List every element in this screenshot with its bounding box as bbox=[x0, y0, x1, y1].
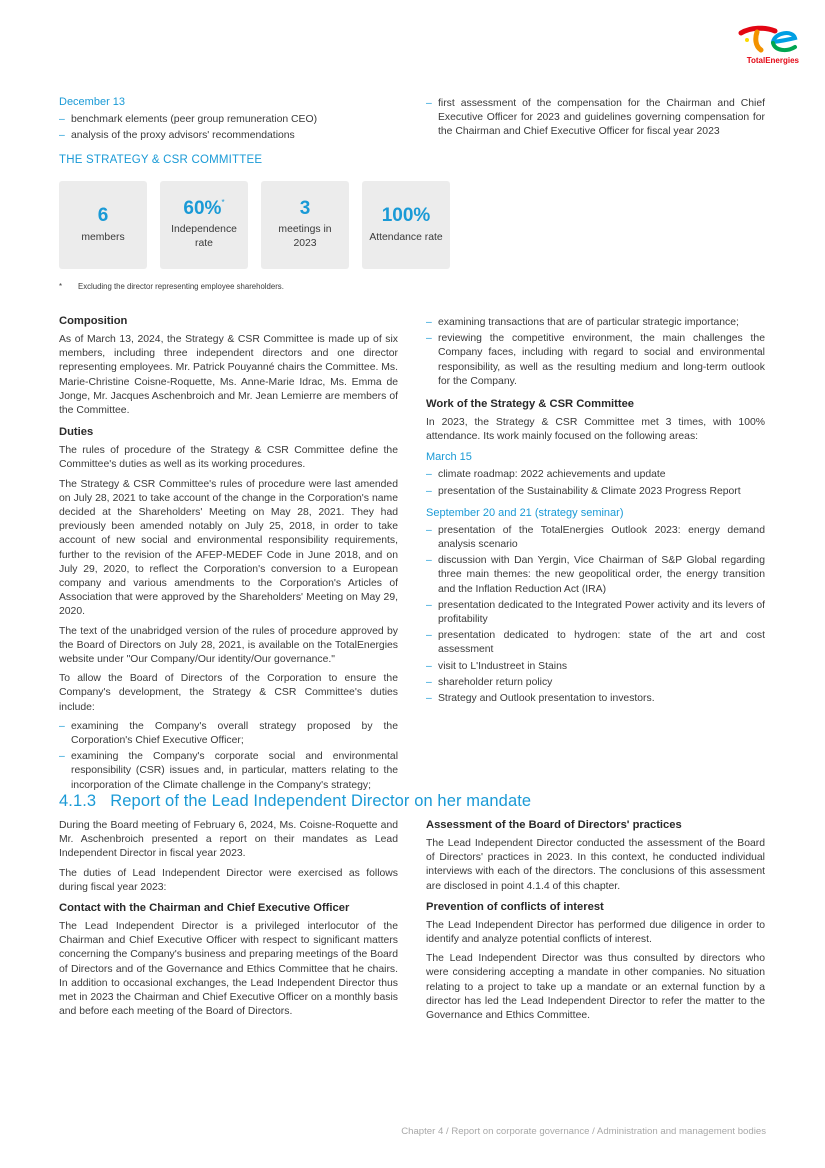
section-4-1-3-right bbox=[426, 818, 765, 1028]
left-column bbox=[59, 314, 398, 795]
section-paragraph: The duties of Lead Independent Director were exercised as follows during fiscal year 2023: bbox=[59, 867, 398, 893]
duties-paragraph: To allow the Board of Directors of the Corporation to ensure the Company's development, the Strategy & CSR Committee's duties include: bbox=[59, 673, 398, 713]
list-item: – presentation dedicated to hydrogen: state of the art and cost assessment bbox=[426, 629, 765, 657]
december-13-right-block bbox=[426, 97, 765, 142]
composition-text: As of March 13, 2024, the Strategy & CSR Committee is made up of six members, including three independent directors and one director representing employees. Mr. Patrick Pouyanné chairs the Committee. Ms. Marie-Christine Coisne-Roquette, Ms. Anne-Marie Idrac, Ms. Emma de Jonge, Mr. Jacques Aschenbroich and Mr. Jean Lemierre are members of the Committee. bbox=[59, 334, 398, 417]
work-intro: In 2023, the Strategy & CSR Committee met 3 times, with 100% attendance. Its work mainly focused on the following areas: bbox=[426, 417, 765, 443]
list-item: – benchmark elements (peer group remuneration CEO) bbox=[59, 113, 398, 127]
list-item: – discussion with Dan Yergin, Vice Chairman of S&P Global regarding three main themes: the new geopolitical order, the energy transition and the Inflation Reduction Act (IRA) bbox=[426, 554, 765, 597]
stat-value: 3 bbox=[299, 198, 311, 219]
duties-paragraph: The Strategy & CSR Committee's rules of procedure were last amended on July 28, 2021 to take account of the change in the Corporation's name decided at the Shareholders' Meeting on May 28, 2021. They had previously been amended notably on July 25, 2018, in order to take account of new social and environmental responsibility requirements, further to the revision of the AFEP-MEDEF Code in June 2018, and on July 29, 2020, to reflect the Corporation's conversion to a European company and various amendments to the Corporation's Articles of Association that were approved by the Shareholders' Meeting on May 29, 2020. bbox=[59, 478, 398, 618]
list-item: – reviewing the competitive environment, the main challenges the Company faces, including with regard to social and environmental responsibility, as well as the resulting medium and long-term outlook for the Company. bbox=[426, 332, 765, 389]
stat-value: 60%* bbox=[183, 198, 225, 219]
march-15-list bbox=[426, 468, 765, 498]
duties-list-continued bbox=[426, 316, 765, 389]
section-paragraph: During the Board meeting of February 6, 2024, Ms. Coisne-Roquette and Mr. Aschenbroich presented a report on their mandates as Lead Independent Director in fiscal year 2023. bbox=[59, 820, 398, 860]
stats-footnote: * Excluding the director representing employee shareholders. bbox=[59, 282, 284, 291]
duties-paragraph: The rules of procedure of the Strategy & CSR Committee define the Committee's duties as well as its working procedures. bbox=[59, 445, 398, 471]
logo-brand-text: TotalEnergies bbox=[746, 56, 799, 65]
duties-list bbox=[59, 720, 398, 793]
stat-value: 100% bbox=[381, 205, 431, 226]
march-15-date: March 15 bbox=[426, 451, 472, 464]
stat-label: members bbox=[81, 232, 125, 243]
contact-heading: Contact with the Chairman and Chief Executive Officer bbox=[59, 902, 350, 915]
stat-attendance bbox=[362, 181, 450, 269]
december-13-list bbox=[59, 113, 398, 143]
conflicts-text: The Lead Independent Director has performed due diligence in order to identify and analyze potential conflicts of interest. bbox=[426, 919, 765, 946]
december-13-block bbox=[59, 95, 398, 145]
assessment-heading: Assessment of the Board of Directors' practices bbox=[426, 819, 682, 831]
list-item: – shareholder return policy bbox=[426, 676, 765, 690]
assessment-text: The Lead Independent Director conducted the assessment of the Board of Directors' practices in 2023. In this context, he conducted individual interviews with each of the directors. The conclusions of this assessment are disclosed in point 4.1.4 of this chapter. bbox=[426, 838, 765, 892]
company-logo bbox=[737, 24, 799, 68]
stat-meetings bbox=[261, 181, 349, 269]
stat-members bbox=[59, 181, 147, 269]
december-13-date: December 13 bbox=[59, 96, 126, 108]
stat-label: Independence rate bbox=[171, 224, 237, 249]
section-4-1-3-left bbox=[59, 819, 398, 1024]
list-item: – examining the Company's corporate social and environmental responsibility (CSR) issues and, in particular, matters relating to the incorporation of the Climate challenge in the Company's strategy; bbox=[59, 750, 398, 793]
duties-heading: Duties bbox=[59, 426, 94, 439]
conflicts-heading: Prevention of conflicts of interest bbox=[426, 900, 604, 913]
conflicts-text: The Lead Independent Director was thus consulted by directors who were considering accepting a mandate in other companies. No situation relating to a project to take up a mandate or an external function by a director has led the Lead Independent Director to refer the matter to the Governance and Ethics Committee. bbox=[426, 953, 765, 1022]
list-item: – examining transactions that are of particular strategic importance; bbox=[426, 316, 765, 330]
september-date: September 20 and 21 (strategy seminar) bbox=[426, 506, 624, 519]
list-item: – presentation of the TotalEnergies Outlook 2023: energy demand analysis scenario bbox=[426, 524, 765, 552]
work-heading: Work of the Strategy & CSR Committee bbox=[426, 398, 635, 411]
committee-heading: THE STRATEGY & CSR COMMITTEE bbox=[59, 154, 263, 166]
composition-heading: Composition bbox=[59, 315, 128, 327]
list-item: – first assessment of the compensation for the Chairman and Chief Executive Officer for 2023 and guidelines governing compensation for the Chairman and Chief Executive Officer for fiscal year 2023 bbox=[426, 97, 765, 140]
list-item: – presentation of the Sustainability & Climate 2023 Progress Report bbox=[426, 485, 765, 499]
list-item: – analysis of the proxy advisors' recommendations bbox=[59, 129, 398, 143]
list-item: – visit to L'Industreet in Stains bbox=[426, 660, 765, 674]
stat-independence bbox=[160, 181, 248, 269]
section-4-1-3-title: 4.1.3 Report of the Lead Independent Director on her mandate bbox=[59, 792, 532, 810]
right-column bbox=[426, 316, 765, 708]
stat-footnote-mark: * bbox=[221, 198, 225, 207]
logo-mark-icon bbox=[737, 24, 799, 54]
list-item: – climate roadmap: 2022 achievements and update bbox=[426, 468, 765, 482]
contact-text: The Lead Independent Director is a privileged interlocutor of the Chairman and Chief Executive Officer with respect to significant matters concerning the Company's business and preparing meetings of the Board of Directors and of the Governance and Ethics Committee that he chairs. In addition to occasional exchanges, the Lead Independent Director thus met in 2023 the Chairman and Chief Executive Officer on a monthly basis and before each meeting of the Board of Directors. bbox=[59, 921, 398, 1018]
page-footer: Chapter 4 / Report on corporate governance / Administration and management bodies bbox=[401, 1126, 766, 1137]
duties-paragraph: The text of the unabridged version of the rules of procedure approved by the Board of Directors on July 28, 2021, is available on the TotalEnergies website under "Our Company/Our identity/Our governance." bbox=[59, 625, 398, 666]
stat-label: Attendance rate bbox=[369, 232, 443, 243]
stat-label: meetings in 2023 bbox=[278, 224, 332, 249]
stat-value: 6 bbox=[97, 205, 109, 226]
list-item: – Strategy and Outlook presentation to investors. bbox=[426, 692, 765, 706]
list-item: – examining the Company's overall strategy proposed by the Corporation's Chief Executive Officer; bbox=[59, 720, 398, 748]
september-list bbox=[426, 524, 765, 706]
list-item: – presentation dedicated to the Integrated Power activity and its levers of profitability bbox=[426, 599, 765, 627]
